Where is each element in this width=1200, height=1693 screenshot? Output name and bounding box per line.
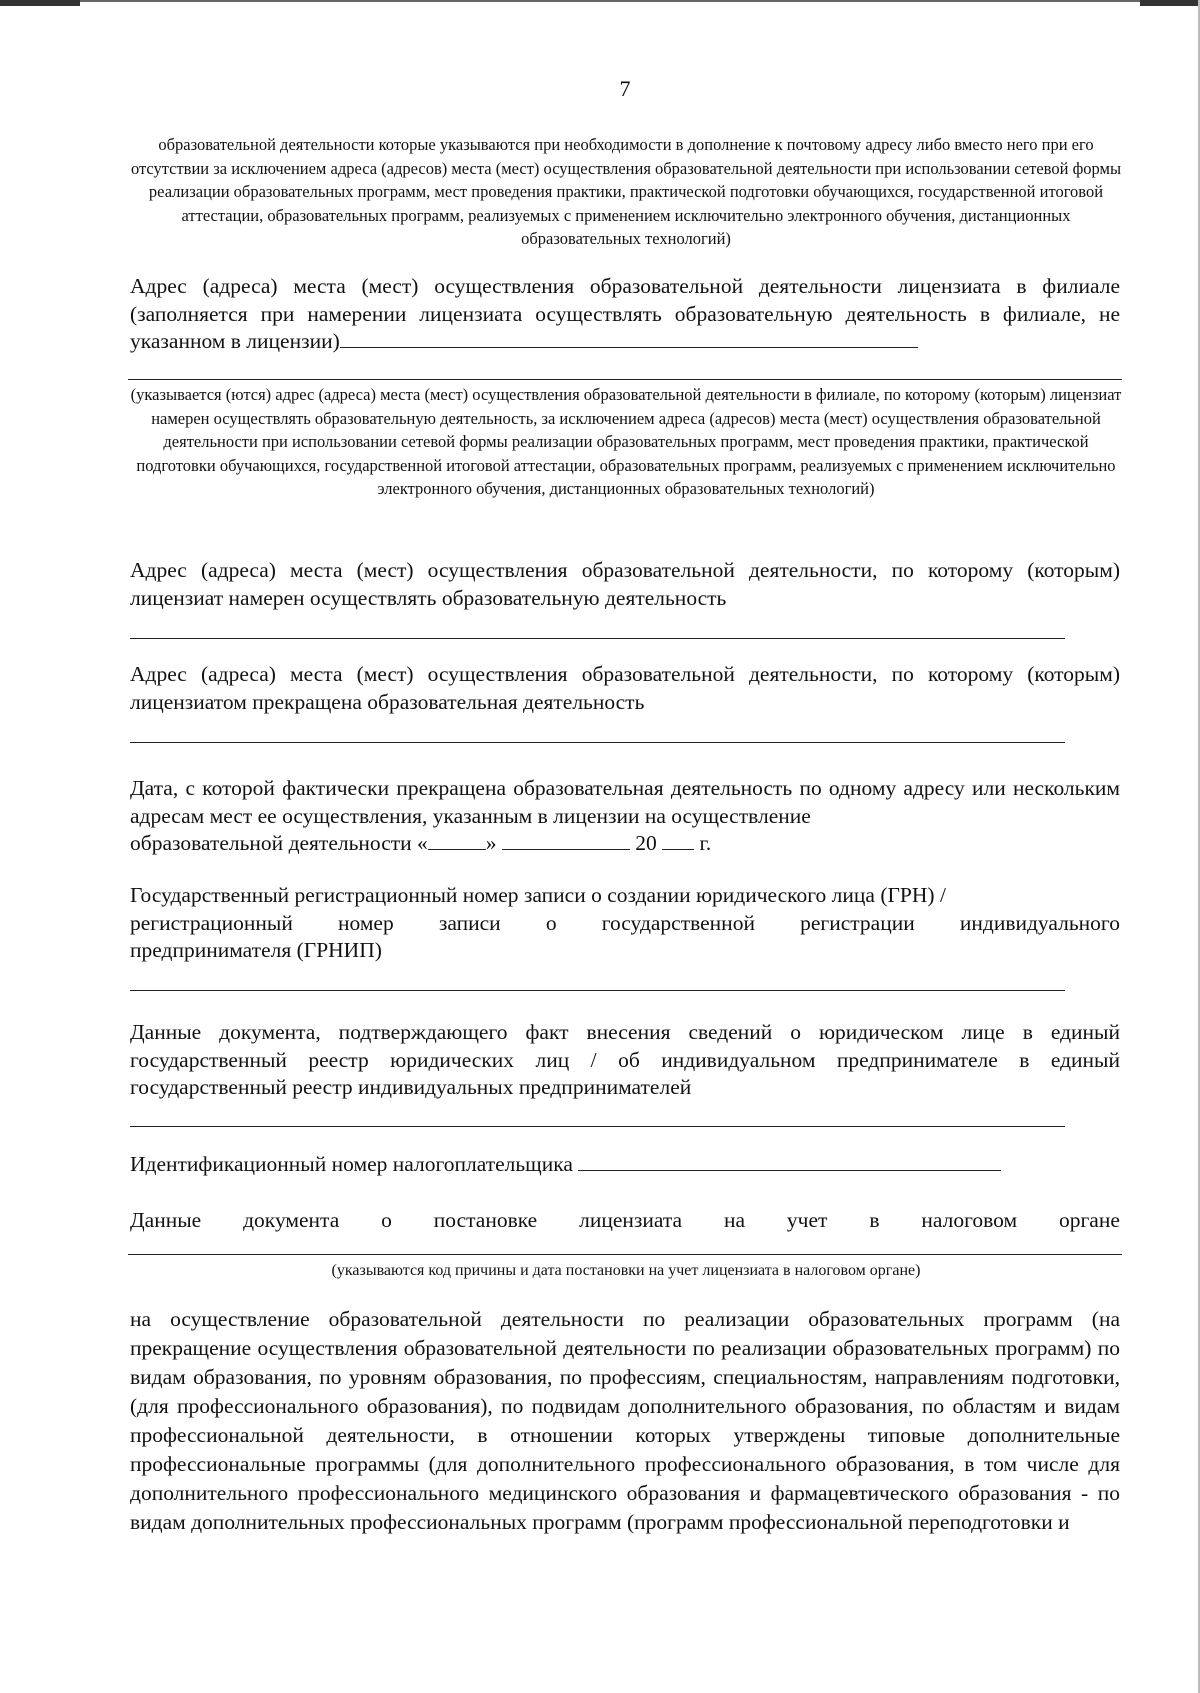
- termination-year-field[interactable]: [662, 831, 694, 850]
- page-number: 7: [619, 76, 631, 101]
- filial-address-field[interactable]: [340, 329, 918, 348]
- egr-document-field[interactable]: [130, 1126, 1065, 1127]
- filial-address-label: Адрес (адреса) места (мест) осуществления образовательной деятельности лицензиата в филиале (заполняется при намерении лицензиата осуществлять образовательную деятельность в филиале, не указанном в лицензии): [130, 274, 1120, 353]
- termination-date-label: Дата, с которой фактически прекращена образовательная деятельность по одному адресу или нескольким адресам мест ее осуществления, указанным в лицензии на осуществление: [130, 776, 1120, 828]
- filial-address-note: (указывается (ются) адрес (адреса) места (мест) осуществления образовательной деятельности в филиале, по которому (которым) лицензиат намерен осуществлять образовательную деятельность, за исключением адреса (адресов) места (мест) осуществления образовательной деятельности при использовании сетевой формы реализации образовательных программ, мест проведения практики, практической подготовки обучающихся, государственной итоговой аттестации, образовательных программ, реализуемых с применением исключительно электронного обучения, дистанционных образовательных технологий): [130, 385, 1122, 498]
- terminated-address-label: Адрес (адреса) места (мест) осуществления образовательной деятельности, по которому (которым) лицензиатом прекращена образовательная деятельность: [130, 662, 1120, 714]
- scan-top-edge: [0, 0, 1200, 2]
- intended-address-field[interactable]: [130, 638, 1065, 639]
- grn-field[interactable]: [130, 990, 1065, 991]
- termination-day-field[interactable]: [428, 831, 486, 850]
- grn-label: Государственный регистрационный номер записи о создании юридического лица (ГРН) / регистрационный номер записи о государственной регистрации индивидуального предпринимателя (ГРНИП): [130, 883, 1120, 962]
- continued-note: образовательной деятельности которые указываются при необходимости в дополнение к почтовому адресу либо вместо него при его отсутствии за исключением адреса (адресов) места (мест) осуществления образовательной деятельности при использовании сетевой формы реализации образовательных программ, мест проведения практики, практической подготовки обучающихся, государственной итоговой аттестации, образовательных программ, реализуемых с применением исключительно электронного обучения, дистанционных образовательных технологий): [130, 135, 1122, 248]
- tax-registration-note: (указываются код причины и дата постановки на учет лицензиата в налоговом органе): [331, 1262, 921, 1279]
- termination-month-field[interactable]: [502, 831, 630, 850]
- egr-document-label: Данные документа, подтверждающего факт внесения сведений о юридическом лице в единый государственный реестр юридических лиц / об индивидуальном предпринимателе в единый государственный реестр индивидуальных предпринимателей: [130, 1020, 1120, 1099]
- intended-address-label: Адрес (адреса) места (мест) осуществления образовательной деятельности, по которому (которым) лицензиат намерен осуществлять образовательную деятельность: [130, 558, 1120, 610]
- scan-edge-mark: [1140, 0, 1200, 6]
- terminated-address-field[interactable]: [130, 742, 1065, 743]
- tax-registration-field[interactable]: [128, 1254, 1122, 1255]
- inn-label: Идентификационный номер налогоплательщика: [130, 1151, 1120, 1179]
- filial-address-line[interactable]: [128, 379, 1122, 380]
- tax-registration-label: Данные документа о постановке лицензиата на учет в налоговом органе: [130, 1208, 1120, 1232]
- inn-field[interactable]: [578, 1152, 1001, 1171]
- termination-date-line: образовательной деятельности « » 20 г.: [130, 831, 712, 855]
- final-paragraph: на осуществление образовательной деятельности по реализации образовательных программ (на прекращение осуществления образовательной деятельности по реализации образовательных программ) по видам образования, по уровням образования, по профессиям, специальностям, направлениям подготовки, (для профессионального образования), по подвидам дополнительного образования, по областям и видам профессиональной деятельности, в отношении которых утверждены типовые дополнительные профессиональные программы (для дополнительного профессионального образования, в том числе для дополнительного профессионального медицинского образования и фармацевтического образования - по видам дополнительных профессиональных программ (программ профессиональной переподготовки и: [130, 1307, 1120, 1534]
- scan-edge-mark: [0, 0, 80, 6]
